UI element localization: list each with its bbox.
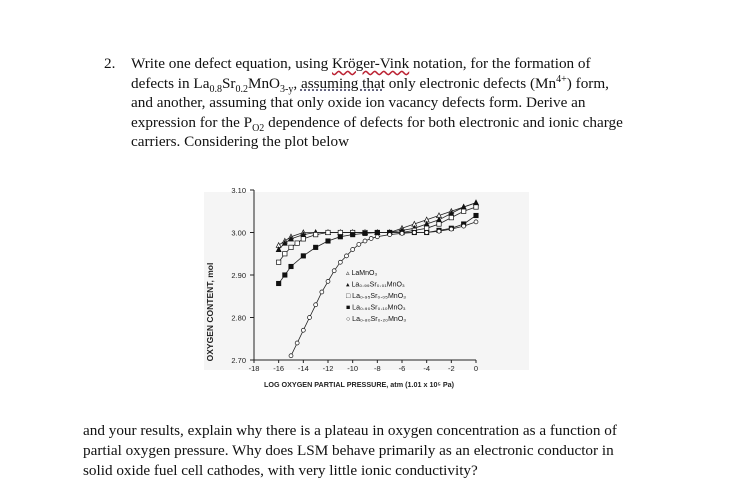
data-point — [301, 328, 305, 332]
data-point — [363, 231, 367, 235]
data-point — [308, 316, 312, 320]
tail-line1: and your results, explain why there is a plateau in oxygen concentration as a function of — [83, 422, 617, 439]
q-line2-a: defects in La — [131, 74, 210, 92]
x-tick-label: 0 — [473, 364, 479, 373]
data-point — [314, 303, 318, 307]
data-point — [363, 239, 367, 243]
x-tick-label: -4 — [423, 364, 431, 373]
data-point — [301, 237, 305, 241]
data-point — [295, 341, 299, 345]
data-point — [289, 264, 293, 268]
data-point — [345, 254, 349, 258]
legend-entry: ○ La₀.₈₀Sr₀.₂₀MnO₃ — [346, 316, 407, 323]
data-point — [375, 230, 379, 234]
q-line2-d: ) form, — [566, 74, 609, 92]
data-point — [461, 209, 465, 213]
mn-superscript: 4+ — [556, 73, 567, 85]
data-point — [369, 236, 373, 240]
data-point — [412, 231, 416, 235]
data-point — [289, 354, 293, 358]
sr-subscript: 0.2 — [235, 83, 248, 95]
q-line3: and another, assuming that only oxide ion vacancy defects form. Derive an — [131, 94, 586, 112]
data-point — [474, 220, 478, 224]
data-point — [474, 205, 478, 209]
y-tick-label: 3.00 — [231, 228, 246, 238]
legend-entry: ▴ La₀.₉₉Sr₀.₀₁MnO₃ — [346, 281, 405, 289]
data-point — [437, 222, 441, 226]
data-point — [276, 281, 280, 285]
data-point — [326, 239, 330, 243]
data-point — [375, 235, 379, 239]
data-point — [400, 231, 404, 235]
data-point — [338, 235, 342, 239]
y-axis-label: OXYGEN CONTENT, mol — [205, 262, 215, 362]
q-line1-b: notation, for the formation of — [409, 55, 591, 72]
q-line4-a: expression for the P — [131, 113, 253, 131]
data-point — [437, 229, 441, 233]
data-point — [295, 241, 299, 245]
x-tick-label: -8 — [373, 364, 381, 373]
data-point — [462, 224, 466, 228]
y-tick-label: 2.80 — [231, 313, 246, 323]
x-tick-label: -2 — [447, 364, 455, 373]
plot-svg — [196, 180, 536, 395]
q-line2-comma: , — [293, 74, 301, 92]
data-point — [425, 231, 429, 235]
oxygen-content-plot — [196, 180, 536, 395]
x-tick-label: -12 — [322, 364, 334, 373]
tail-text — [83, 421, 673, 480]
legend-entry: ■ La₀.₉₀Sr₀.₁₀MnO₃ — [346, 304, 406, 312]
x-tick-label: -10 — [347, 364, 359, 373]
mno-formula: MnO — [247, 74, 281, 92]
q-line2-c: only electronic defects (Mn — [384, 74, 557, 92]
data-point — [338, 260, 342, 264]
data-point — [424, 226, 428, 230]
data-point — [350, 232, 354, 236]
legend-entry: □ La₀.₉₅Sr₀.₀₅MnO₃ — [346, 293, 406, 300]
x-axis-label: LOG OXYGEN PARTIAL PRESSURE, atm (1.01 x 10⁵ Pa) — [263, 380, 455, 389]
data-point — [289, 245, 293, 249]
x-tick-label: -16 — [273, 364, 285, 373]
data-point — [332, 269, 336, 273]
data-point — [338, 230, 342, 234]
data-point — [351, 248, 355, 252]
tail-line2: partial oxygen pressure. Why does LSM behave primarily as an electronic conductor in — [83, 441, 614, 459]
x-tick-label: -18 — [248, 364, 260, 373]
y-tick-label: 2.70 — [231, 356, 246, 365]
data-point — [449, 227, 453, 231]
la-subscript: 0.8 — [209, 83, 222, 95]
mno-subscript: 3-y — [280, 83, 294, 95]
x-tick-label: -6 — [398, 364, 406, 373]
q-line4-b: dependence of defects for both electronic and ionic charge — [264, 113, 623, 131]
question-body — [131, 54, 664, 152]
x-tick-label: -14 — [297, 364, 309, 373]
q-line1-a: Write one defect equation, using — [131, 55, 332, 72]
data-point — [357, 242, 361, 246]
data-point — [313, 232, 317, 236]
sr-symbol: Sr — [221, 74, 236, 92]
tail-line3: solid oxide fuel cell cathodes, with very little ionic conductivity? — [83, 461, 478, 479]
po2-subscript: O2 — [252, 122, 265, 134]
data-point — [301, 254, 305, 258]
data-point — [283, 252, 287, 256]
data-point — [313, 245, 317, 249]
data-point — [283, 273, 287, 277]
data-point — [320, 290, 324, 294]
question-text — [104, 54, 664, 152]
data-point — [474, 213, 478, 217]
legend-entry: ▵ LaMnO₃ — [346, 270, 378, 277]
data-point — [326, 230, 330, 234]
q-line5: carriers. Considering the plot below — [131, 133, 350, 151]
data-point — [449, 215, 453, 219]
kroger-vink-term: Kröger-Vink — [331, 55, 410, 72]
question-number: 2. — [104, 55, 116, 72]
y-tick-label: 3.10 — [231, 186, 246, 195]
assuming-that-term: assuming that — [300, 74, 385, 92]
data-point — [388, 233, 392, 237]
y-tick-label: 2.90 — [231, 271, 246, 280]
data-point — [326, 279, 330, 283]
data-point — [276, 260, 280, 264]
